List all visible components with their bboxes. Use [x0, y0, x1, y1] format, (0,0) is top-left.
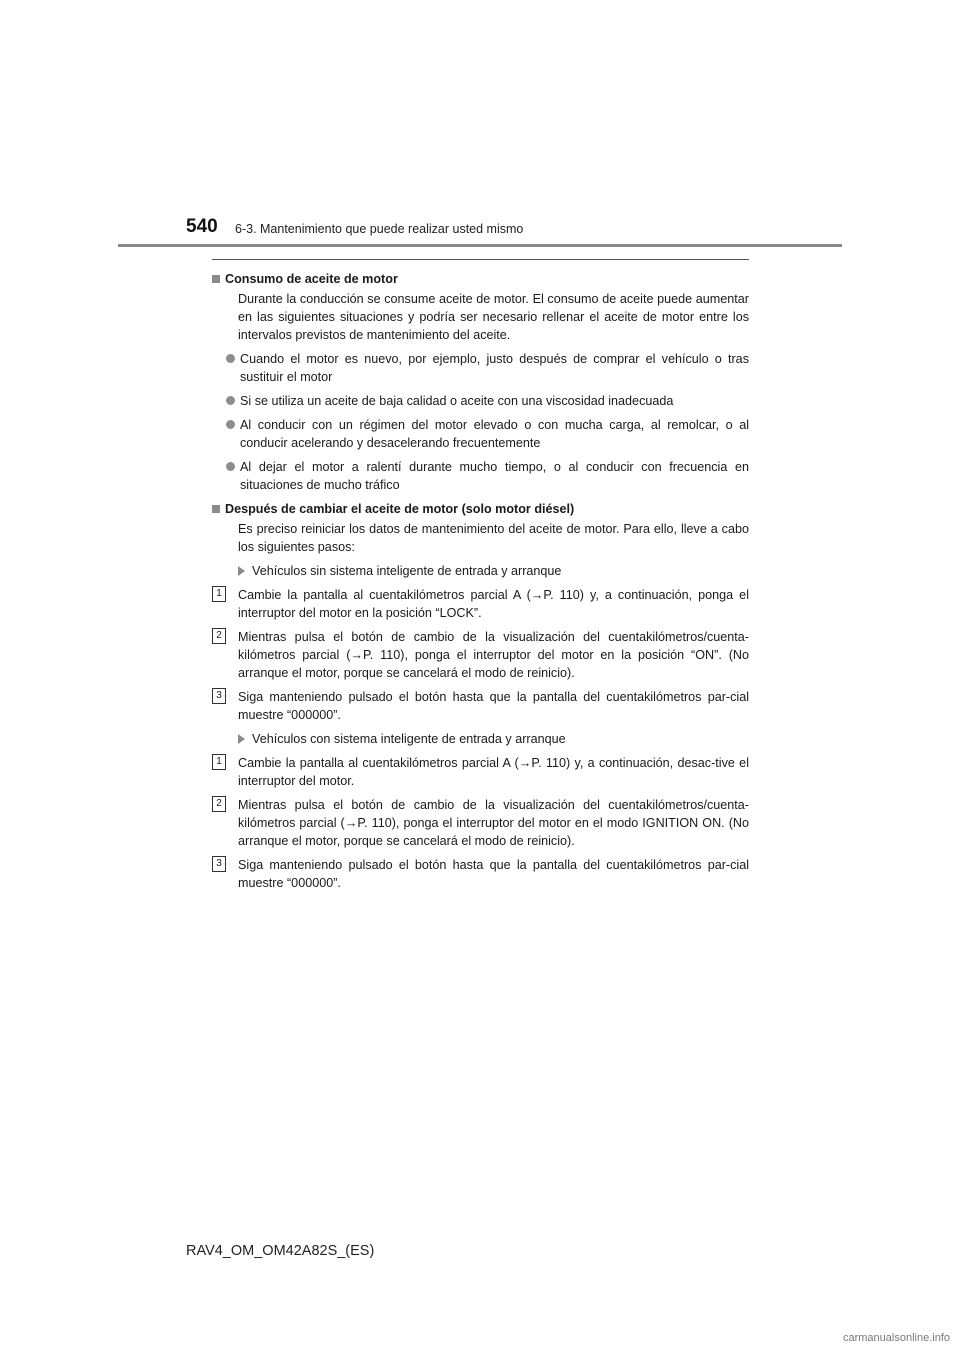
step-item [212, 856, 749, 892]
square-bullet-icon [212, 275, 220, 283]
list-item-text: Al conducir con un régimen del motor elevado o con mucha carga, al remolcar, o al conducir acelerando y desacelerando frecuentemente [240, 418, 749, 450]
paragraph: Es preciso reiniciar los datos de mantenimiento del aceite de motor. Para ello, lleve a cabo los siguientes pasos: [238, 522, 749, 554]
step-text: Cambie la pantalla al cuentakilómetros parcial A (→P. 110) y, a continuación, ponga el interruptor del motor en la posición “LOCK”. [238, 588, 749, 620]
subsection-title [238, 730, 749, 748]
circle-bullet-icon [226, 354, 235, 363]
document-code: RAV4_OM_OM42A82S_(ES) [186, 1243, 375, 1259]
step-text: Siga manteniendo pulsado el botón hasta que la pantalla del cuentakilómetros par-cial muestre “000000”. [238, 858, 749, 890]
watermark-logo: carmanualsonline.info [842, 1332, 950, 1344]
step-item [212, 754, 749, 790]
header-divider [118, 244, 842, 247]
list-item [226, 392, 749, 410]
step-item [212, 688, 749, 724]
content-divider [212, 259, 749, 260]
list-item-text: Cuando el motor es nuevo, por ejemplo, justo después de comprar el vehículo o tras sustituir el motor [240, 352, 749, 384]
paragraph: Durante la conducción se consume aceite de motor. El consumo de aceite puede aumentar en las siguientes situaciones y podría ser necesario rellenar el aceite de motor entre los intervalos previstos de mantenimiento del aceite. [238, 292, 749, 342]
circle-bullet-icon [226, 420, 235, 429]
circle-bullet-icon [226, 396, 235, 405]
step-number-badge: 1 [212, 586, 226, 602]
step-number-badge: 3 [212, 688, 226, 704]
step-item [212, 628, 749, 682]
circle-bullet-icon [226, 462, 235, 471]
list-item-text: Si se utiliza un aceite de baja calidad o aceite con una viscosidad inadecuada [240, 394, 674, 408]
section-heading-oil-consumption [212, 270, 749, 288]
list-item [226, 458, 749, 494]
heading-text: Consumo de aceite de motor [225, 272, 398, 286]
step-text: Cambie la pantalla al cuentakilómetros parcial A (→P. 110) y, a continuación, desac-tive el interruptor del motor. [238, 756, 749, 788]
subsection-title [238, 562, 749, 580]
step-text: Mientras pulsa el botón de cambio de la visualización del cuentakilómetros/cuenta-kilómetros parcial (→P. 110), ponga el interruptor del motor en el modo IGNITION ON. (No arranque el motor, porque se cancelará el modo de reinicio). [238, 798, 749, 848]
step-text: Siga manteniendo pulsado el botón hasta que la pantalla del cuentakilómetros par-cial muestre “000000”. [238, 690, 749, 722]
subsection-title-text: Vehículos sin sistema inteligente de entrada y arranque [252, 564, 562, 578]
section-title: 6-3. Mantenimiento que puede realizar usted mismo [235, 222, 524, 236]
triangle-pointer-icon [238, 734, 245, 744]
step-number-badge: 3 [212, 856, 226, 872]
section-heading-after-oil-change [212, 500, 749, 518]
list-item-text: Al dejar el motor a ralentí durante mucho tiempo, o al conducir con frecuencia en situaciones de mucho tráfico [240, 460, 749, 492]
content-body [212, 270, 749, 898]
step-item [212, 796, 749, 850]
list-item [226, 416, 749, 452]
step-text: Mientras pulsa el botón de cambio de la visualización del cuentakilómetros/cuenta-kilómetros parcial (→P. 110), ponga el interruptor del motor en la posición “ON”. (No arranque el motor, porque se cancelará el modo de reinicio). [238, 630, 749, 680]
triangle-pointer-icon [238, 566, 245, 576]
step-item [212, 586, 749, 622]
page-header [0, 0, 960, 250]
list-item [226, 350, 749, 386]
step-number-badge: 2 [212, 628, 226, 644]
page-number: 540 [186, 216, 218, 237]
step-number-badge: 1 [212, 754, 226, 770]
heading-text: Después de cambiar el aceite de motor (solo motor diésel) [225, 502, 575, 516]
square-bullet-icon [212, 505, 220, 513]
subsection-title-text: Vehículos con sistema inteligente de entrada y arranque [252, 732, 566, 746]
step-number-badge: 2 [212, 796, 226, 812]
